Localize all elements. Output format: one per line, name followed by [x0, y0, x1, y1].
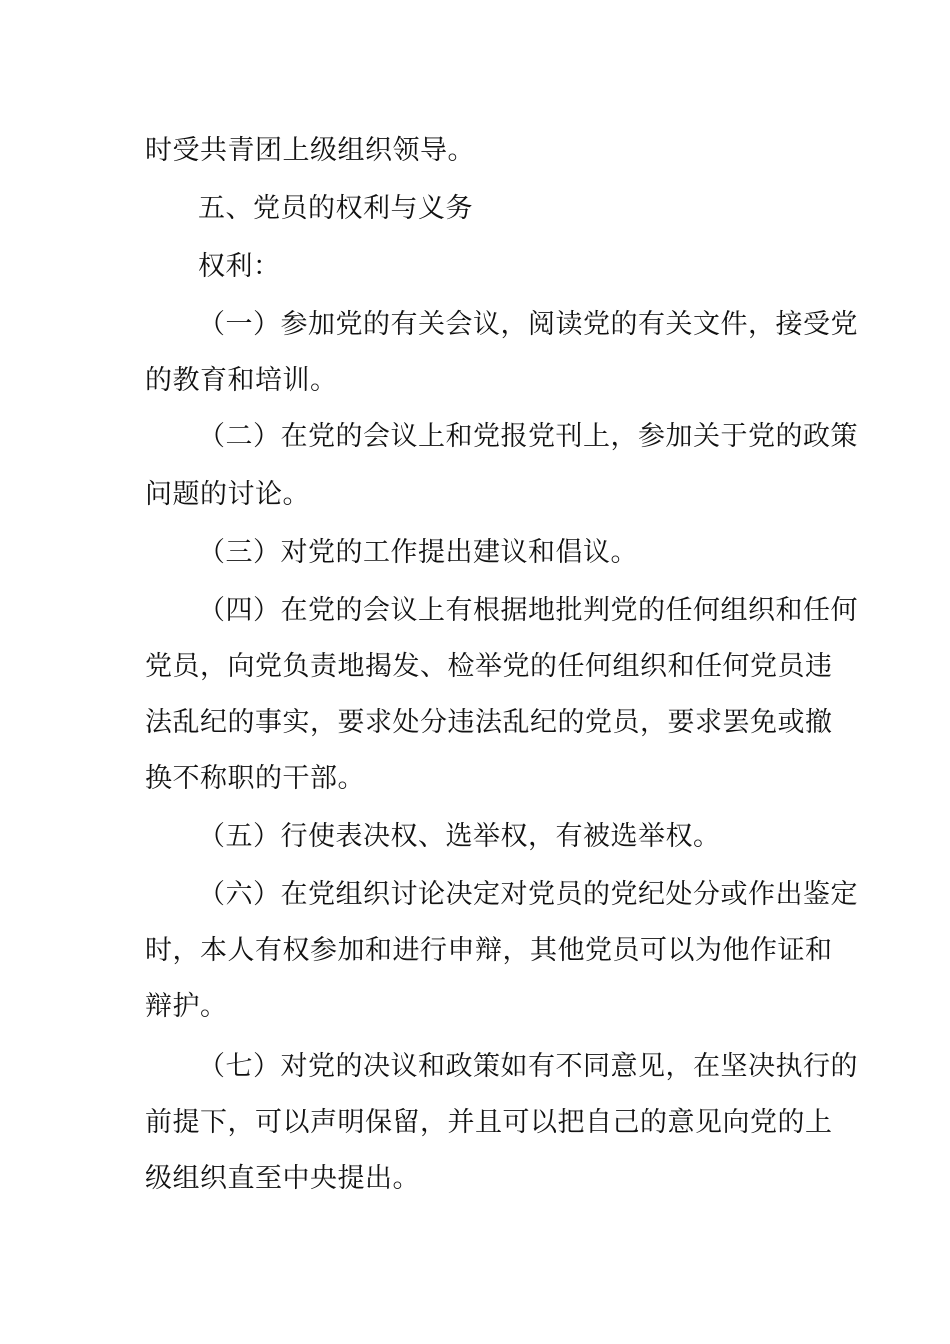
text-line: （五）行使表决权、选举权，有被选举权。: [198, 821, 721, 852]
text-line: 时，本人有权参加和进行申辩，其他党员可以为他作证和: [145, 935, 833, 966]
text-line: 时受共青团上级组织领导。: [145, 135, 475, 166]
text-line: 换不称职的干部。: [145, 763, 365, 794]
text-line: （二）在党的会议上和党报党刊上，参加关于党的政策: [198, 421, 858, 452]
text-line: 前提下，可以声明保留，并且可以把自己的意见向党的上: [145, 1107, 833, 1138]
section-heading: 五、党员的权利与义务: [198, 193, 473, 224]
text-line: （三）对党的工作提出建议和倡议。: [198, 537, 638, 568]
subheading-rights: 权利：: [198, 251, 281, 282]
text-line: （七）对党的决议和政策如有不同意见，在坚决执行的: [198, 1051, 858, 1082]
text-line: 辩护。: [145, 991, 228, 1022]
text-line: （六）在党组织讨论决定对党员的党纪处分或作出鉴定: [198, 879, 858, 910]
text-line: （四）在党的会议上有根据地批判党的任何组织和任何: [198, 595, 858, 626]
text-line: 党员，向党负责地揭发、检举党的任何组织和任何党员违: [145, 651, 833, 682]
text-line: 问题的讨论。: [145, 479, 310, 510]
text-line: 级组织直至中央提出。: [145, 1163, 420, 1194]
text-line: （一）参加党的有关会议，阅读党的有关文件，接受党: [198, 309, 858, 340]
text-line: 的教育和培训。: [145, 365, 338, 396]
text-line: 法乱纪的事实，要求处分违法乱纪的党员，要求罢免或撤: [145, 707, 833, 738]
